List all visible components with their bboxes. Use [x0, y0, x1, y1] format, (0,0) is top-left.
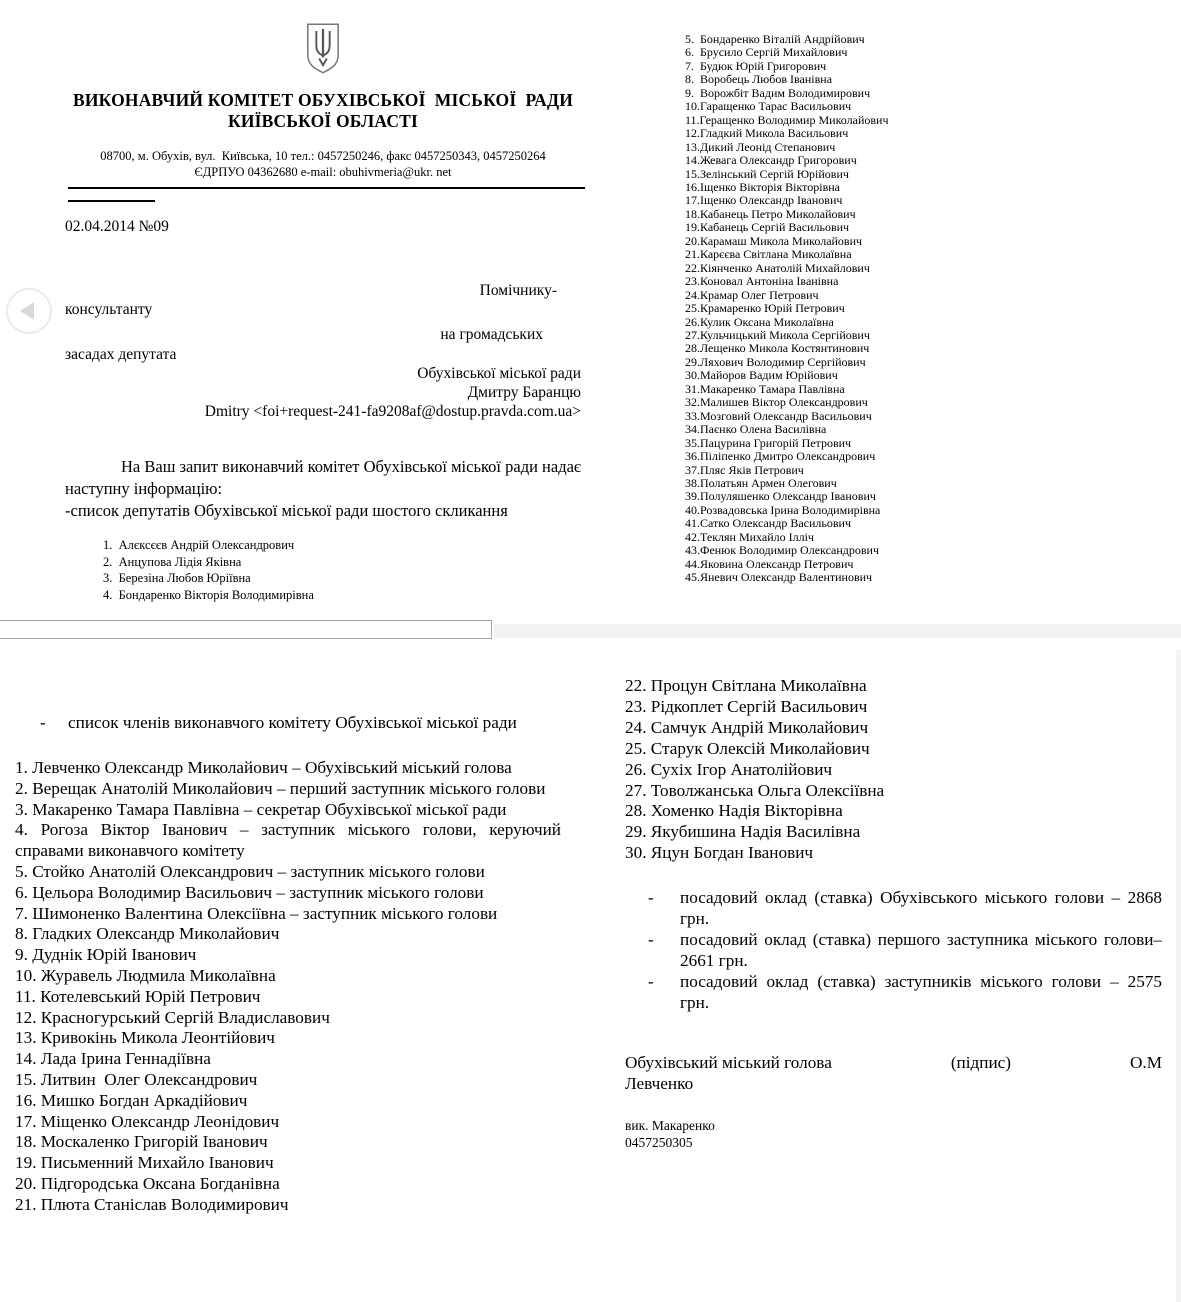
- deputy-list-item: 37.Пляс Яків Петрович: [685, 462, 804, 477]
- deputy-list-item: 26.Кулик Оксана Миколаївна: [685, 314, 834, 329]
- committee-member-item: 21. Плюта Станіслав Володимирович: [15, 1194, 289, 1214]
- committee-page-left: [15, 712, 566, 1216]
- deputy-list-item: 35.Пацурина Григорій Петрович: [685, 435, 852, 450]
- deputy-list-item: 25.Крамаренко Юрій Петрович: [685, 301, 845, 316]
- committee-member-item: 27. Товолжанська Ольга Олексіївна: [625, 780, 885, 800]
- executor-name: вик. Макаренко: [625, 1117, 715, 1133]
- bullet-dash: -: [648, 888, 654, 908]
- deputy-list-item: 11.Геращенко Володимир Миколайович: [685, 112, 889, 127]
- address-line1: 08700, м. Обухів, вул. Київська, 10 тел.: 0457250246, факс 0457250343, 0457250264: [100, 149, 546, 163]
- committee-members-list-left: [15, 758, 566, 1216]
- salary-item: [625, 888, 1162, 930]
- deputy-list-item: 40.Розвадовська Ірина Володимирівна: [685, 502, 881, 517]
- horizontal-scrollbar-track[interactable]: [494, 624, 1181, 638]
- committee-member-item: 22. Процун Світлана Миколаївна: [625, 676, 867, 695]
- salary-text: посадовий оклад (ставка) Обухівського міського голови – 2868 грн.: [680, 888, 1162, 929]
- signer-surname: Левченко: [625, 1073, 694, 1093]
- deputy-list-item: 42.Теклян Михайло Ілліч: [685, 529, 814, 544]
- deputy-list-item: 7. Будюк Юрій Григорович: [685, 58, 827, 73]
- committee-member-item: 14. Лада Ірина Геннадіївна: [15, 1049, 211, 1069]
- horizontal-scrollbar-thumb[interactable]: [0, 620, 492, 639]
- deputy-list-item: 20.Карамаш Микола Миколайович: [685, 233, 863, 248]
- committee-member-item: 20. Підгородська Оксана Богданівна: [15, 1173, 280, 1193]
- salary-item: [625, 972, 1162, 1014]
- salary-text: посадовий оклад (ставка) першого заступника міського голови–2661 грн.: [680, 929, 1162, 970]
- deputy-list-item: 4. Бондаренко Вікторія Володимирівна: [103, 587, 314, 602]
- deputy-list-item: 44.Яковина Олександр Петрович: [685, 556, 854, 571]
- letterhead-rule-short: [68, 200, 155, 202]
- committee-member-item: 23. Рідкоплет Сергій Васильович: [625, 696, 868, 716]
- deputy-list-item: 33.Мозговий Олександр Васильович: [685, 408, 872, 423]
- bullet-dash: -: [648, 929, 654, 949]
- page-right-edge-line: [1176, 650, 1181, 1302]
- committee-member-item: 2. Верещак Анатолій Миколайович – перший заступник міського голови: [15, 778, 546, 798]
- body-paragraph: -список депутатів Обухівської міської ради шостого скликання: [65, 501, 508, 520]
- salary-text: посадовий оклад (ставка) заступників міського голови – 2575 грн.: [680, 971, 1162, 1012]
- organization-title-line1: ВИКОНАВЧИЙ КОМІТЕТ ОБУХІВСЬКОЇ МІСЬКОЇ РАДИ: [72, 90, 574, 110]
- deputy-list-item: 15.Зелінський Сергій Юрійович: [685, 166, 849, 181]
- deputies-list-page1: [103, 537, 314, 603]
- committee-member-item: 11. Котелевський Юрій Петрович: [15, 986, 261, 1006]
- deputy-list-item: 31.Макаренко Тамара Павлівна: [685, 381, 845, 396]
- recipient-line: засадах депутата: [65, 345, 177, 363]
- recipient-email: Dmitry <foi+request-241-fa9208af@dostup.pravda.com.ua>: [204, 403, 581, 421]
- committee-members-list-right: [625, 676, 1162, 864]
- committee-member-item: 18. Москаленко Григорій Іванович: [15, 1132, 268, 1152]
- committee-member-item: 25. Старук Олексій Миколайович: [625, 738, 870, 758]
- deputy-list-item: 39.Полуляшенко Олександр Іванович: [685, 489, 876, 504]
- committee-member-item: 12. Красногурський Сергій Владиславович: [15, 1007, 330, 1027]
- bullet-dash: -: [648, 971, 654, 991]
- deputy-list-item: 3. Березіна Любов Юріївна: [103, 571, 251, 585]
- committee-member-item: 30. Яцун Богдан Іванович: [625, 843, 814, 863]
- signature-row: [625, 1052, 1162, 1073]
- recipient-line: на громадських: [440, 326, 543, 344]
- salary-item: [625, 930, 1162, 972]
- ukraine-trident-icon: [65, 22, 581, 80]
- committee-member-item: 3. Макаренко Тамара Павлівна – секретар Обухівської міської ради: [15, 799, 507, 819]
- committee-member-item: 6. Цельора Володимир Васильович – заступник міського голови: [15, 882, 484, 902]
- executor-block: [625, 1117, 1162, 1151]
- committee-member-item: 7. Шимоненко Валентина Олексіївна – заступник міського голови: [15, 903, 498, 923]
- signer-position: Обухівський міський голова: [625, 1052, 832, 1072]
- deputy-list-item: 21.Карєєва Світлана Миколаївна: [685, 247, 852, 262]
- letter-body: [65, 456, 581, 522]
- recipient-line: Обухівської міської ради: [417, 364, 581, 382]
- deputy-list-item: 28.Лещенко Микола Костянтинович: [685, 341, 870, 356]
- salary-list: [625, 888, 1162, 1013]
- deputy-list-item: 9. Ворожбіт Вадим Володимирович: [685, 85, 871, 100]
- deputy-list-item: 24.Крамар Олег Петрович: [685, 287, 819, 302]
- deputy-list-item: 27.Кульчицький Микола Сергійович: [685, 327, 870, 342]
- deputy-list-item: 1. Алєксєєв Андрій Олександрович: [103, 538, 295, 552]
- deputy-list-item: 8. Воробець Любов Іванівна: [685, 72, 833, 87]
- deputy-list-item: 34.Паєнко Олена Василівна: [685, 422, 827, 437]
- recipient-line: консультанту: [65, 301, 153, 319]
- committee-member-item: 5. Стойко Анатолій Олександрович – заступник міського голови: [15, 861, 485, 881]
- deputy-list-item: 43.Фенюк Володимир Олександрович: [685, 543, 880, 558]
- deputy-list-item: 41.Сатко Олександр Васильович: [685, 516, 851, 531]
- deputy-list-item: 22.Кіянченко Анатолій Михайлович: [685, 260, 870, 275]
- deputy-list-item: 2. Анцупова Лідія Яківна: [103, 554, 242, 569]
- deputy-list-item: 17.Іщенко Олександр Іванович: [685, 193, 843, 208]
- deputy-list-item: 16.Іщенко Вікторія Вікторівна: [685, 179, 840, 194]
- deputy-list-item: 32.Малишев Віктор Олександрович: [685, 395, 868, 410]
- deputy-list-item: 30.Майоров Вадим Юрійович: [685, 368, 838, 383]
- deputy-list-item: 5. Бондаренко Віталій Андрійович: [685, 32, 865, 46]
- committee-member-item: 24. Самчук Андрій Миколайович: [625, 717, 869, 737]
- deputy-list-item: 13.Дикий Леонід Степанович: [685, 139, 836, 154]
- deputies-list-page2: [685, 33, 888, 585]
- recipient-block: [65, 281, 581, 421]
- committee-member-item: 16. Мишко Богдан Аркадійович: [15, 1090, 248, 1110]
- committee-member-item: 19. Письменний Михайло Іванович: [15, 1153, 274, 1173]
- committee-member-item: 28. Хоменко Надія Вікторівна: [625, 801, 843, 821]
- committee-member-item: 9. Дуднік Юрій Іванович: [15, 945, 197, 965]
- organization-address: [65, 149, 581, 180]
- deputy-list-item: 36.Піліпенко Дмитро Олександрович: [685, 449, 876, 464]
- committee-member-item: 1. Левченко Олександр Миколайович – Обухівський міський голова: [15, 758, 512, 777]
- document-date-number: 02.04.2014 №09: [65, 218, 169, 235]
- bullet-dash: -: [40, 713, 46, 732]
- deputy-list-item: 19.Кабанець Сергій Васильович: [685, 220, 850, 235]
- letterhead-rule-long: [68, 187, 585, 189]
- body-paragraph: На Ваш запит виконавчий комітет Обухівської міської ради надає наступну інформацію:: [65, 457, 581, 498]
- committee-header-text: список членів виконавчого комітету Обухівської міської ради: [68, 713, 517, 732]
- committee-member-item: 13. Кривокінь Микола Леонтійович: [15, 1028, 275, 1048]
- deputy-list-item: 10.Гаращенко Тарас Васильович: [685, 99, 852, 114]
- organization-title-line2: КИЇВСЬКОЇ ОБЛАСТІ: [227, 111, 419, 131]
- deputy-list-item: 38.Полатьян Армен Олегович: [685, 475, 837, 490]
- previous-page-button[interactable]: [6, 288, 52, 334]
- committee-member-item: 8. Гладких Олександр Миколайович: [15, 924, 280, 944]
- deputy-list-item: 14.Жевага Олександр Григорович: [685, 153, 857, 168]
- deputy-list-item: 45.Яневич Олександр Валентинович: [685, 570, 873, 585]
- committee-member-item: 17. Міщенко Олександр Леонідович: [15, 1111, 280, 1131]
- committee-page-right: [625, 676, 1162, 1151]
- committee-member-item: 26. Сухіх Ігор Анатолійович: [625, 759, 833, 779]
- recipient-line: Помічнику-: [479, 282, 557, 299]
- committee-member-item: 10. Журавель Людмила Миколаївна: [15, 965, 276, 985]
- signer-initials: О.М: [1130, 1052, 1162, 1072]
- recipient-line: Дмитру Баранцю: [467, 384, 581, 402]
- committee-member-item: 15. Литвин Олег Олександрович: [15, 1069, 258, 1089]
- deputy-list-item: 29.Ляхович Володимир Сергійович: [685, 354, 866, 369]
- letterhead: [65, 22, 581, 180]
- deputy-list-item: 18.Кабанець Петро Миколайович: [685, 206, 856, 221]
- committee-member-item: 4. Рогоза Віктор Іванович – заступник міського голови, керуючий справами виконавчого комітету: [15, 820, 566, 861]
- executor-phone: 0457250305: [625, 1134, 693, 1150]
- signature-stamp-label: (підпис): [950, 1052, 1012, 1072]
- committee-member-item: 29. Якубишина Надія Василівна: [625, 822, 861, 842]
- previous-page-icon: [20, 302, 34, 320]
- committee-list-header: [15, 712, 561, 734]
- deputy-list-item: 23.Коновал Антоніна Іванівна: [685, 274, 839, 289]
- deputy-list-item: 6. Брусило Сергій Михайлович: [685, 45, 848, 60]
- deputy-list-item: 12.Гладкий Микола Васильович: [685, 126, 849, 141]
- address-line2: ЄДРПУО 04362680 e-mail: obuhivmeria@ukr. net: [194, 164, 452, 179]
